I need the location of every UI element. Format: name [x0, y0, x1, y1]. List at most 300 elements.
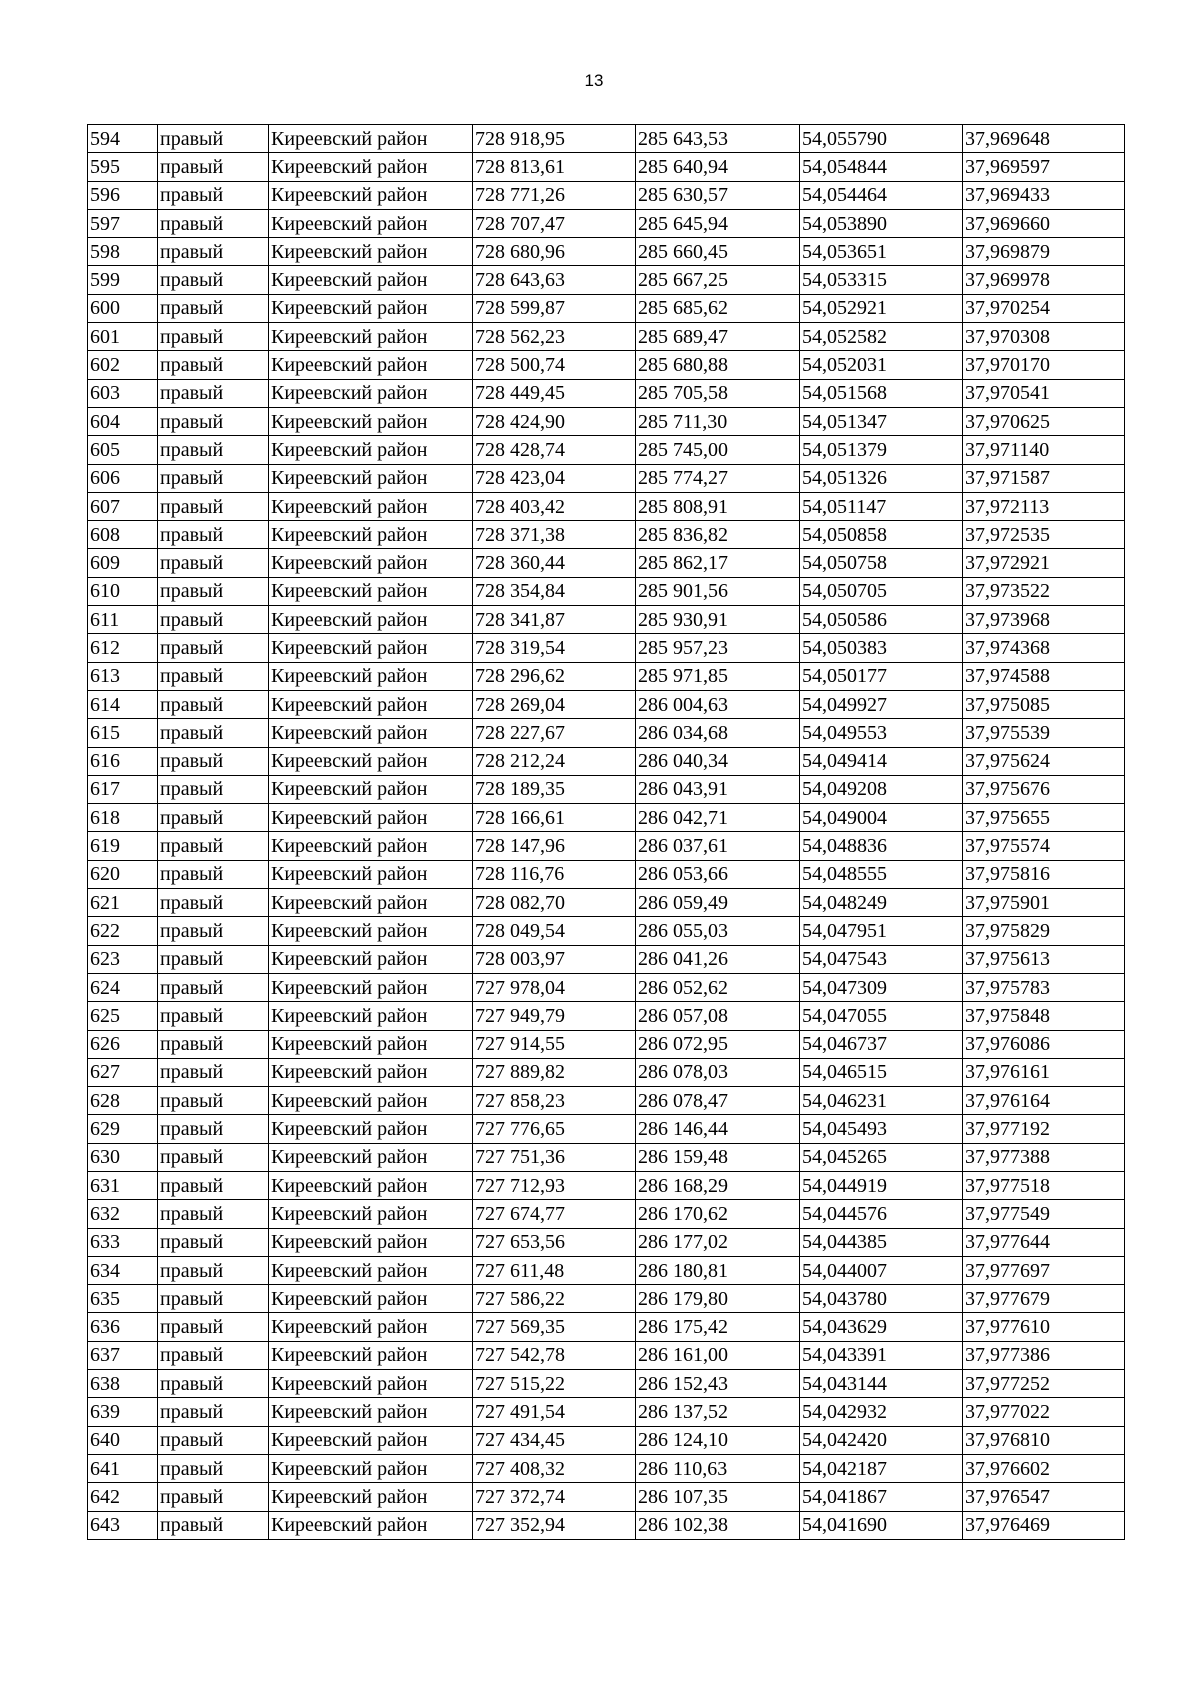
- table-row: [88, 747, 1125, 775]
- point-number-cell: 621: [88, 889, 158, 917]
- coord-x-cell: 727 653,56: [473, 1228, 636, 1256]
- latitude-cell: 54,047309: [800, 973, 963, 1001]
- coord-x-cell: 728 449,45: [473, 379, 636, 407]
- coord-y-cell: 286 004,63: [636, 690, 800, 718]
- coord-y-cell: 286 146,44: [636, 1115, 800, 1143]
- point-number-cell: 639: [88, 1398, 158, 1426]
- latitude-cell: 54,052031: [800, 351, 963, 379]
- coord-y-cell: 286 055,03: [636, 917, 800, 945]
- table-row: [88, 1426, 1125, 1454]
- point-number-cell: 634: [88, 1256, 158, 1284]
- point-number-cell: 599: [88, 266, 158, 294]
- coord-y-cell: 285 711,30: [636, 407, 800, 435]
- longitude-cell: 37,971587: [963, 464, 1125, 492]
- latitude-cell: 54,051147: [800, 492, 963, 520]
- latitude-cell: 54,045493: [800, 1115, 963, 1143]
- point-number-cell: 608: [88, 521, 158, 549]
- longitude-cell: 37,977679: [963, 1285, 1125, 1313]
- coord-y-cell: 286 175,42: [636, 1313, 800, 1341]
- district-cell: Киреевский район: [269, 1115, 473, 1143]
- latitude-cell: 54,044007: [800, 1256, 963, 1284]
- bank-side-cell: правый: [158, 209, 269, 237]
- bank-side-cell: правый: [158, 832, 269, 860]
- latitude-cell: 54,053651: [800, 238, 963, 266]
- longitude-cell: 37,975539: [963, 719, 1125, 747]
- bank-side-cell: правый: [158, 1313, 269, 1341]
- point-number-cell: 601: [88, 323, 158, 351]
- district-cell: Киреевский район: [269, 1511, 473, 1539]
- coord-x-cell: 727 611,48: [473, 1256, 636, 1284]
- table-row: [88, 1370, 1125, 1398]
- longitude-cell: 37,975655: [963, 804, 1125, 832]
- district-cell: Киреевский район: [269, 521, 473, 549]
- page-number: 13: [584, 71, 604, 90]
- district-cell: Киреевский район: [269, 804, 473, 832]
- table-row: [88, 323, 1125, 351]
- bank-side-cell: правый: [158, 153, 269, 181]
- district-cell: Киреевский район: [269, 1171, 473, 1199]
- table-row: [88, 407, 1125, 435]
- longitude-cell: 37,977386: [963, 1341, 1125, 1369]
- point-number-cell: 615: [88, 719, 158, 747]
- table-row: [88, 181, 1125, 209]
- coord-y-cell: 286 177,02: [636, 1228, 800, 1256]
- district-cell: Киреевский район: [269, 1143, 473, 1171]
- bank-side-cell: правый: [158, 1143, 269, 1171]
- longitude-cell: 37,975783: [963, 973, 1125, 1001]
- coord-x-cell: 727 408,32: [473, 1454, 636, 1482]
- coord-x-cell: 727 491,54: [473, 1398, 636, 1426]
- district-cell: Киреевский район: [269, 1313, 473, 1341]
- point-number-cell: 643: [88, 1511, 158, 1539]
- district-cell: Киреевский район: [269, 690, 473, 718]
- table-row: [88, 1454, 1125, 1482]
- coord-y-cell: 286 057,08: [636, 1002, 800, 1030]
- latitude-cell: 54,046231: [800, 1087, 963, 1115]
- coord-x-cell: 728 371,38: [473, 521, 636, 549]
- latitude-cell: 54,043629: [800, 1313, 963, 1341]
- district-cell: Киреевский район: [269, 436, 473, 464]
- district-cell: Киреевский район: [269, 889, 473, 917]
- point-number-cell: 623: [88, 945, 158, 973]
- longitude-cell: 37,970625: [963, 407, 1125, 435]
- longitude-cell: 37,972113: [963, 492, 1125, 520]
- bank-side-cell: правый: [158, 238, 269, 266]
- table-row: [88, 1256, 1125, 1284]
- table-row: [88, 521, 1125, 549]
- table-row: [88, 775, 1125, 803]
- table-row: [88, 238, 1125, 266]
- coord-y-cell: 286 078,47: [636, 1087, 800, 1115]
- point-number-cell: 638: [88, 1370, 158, 1398]
- coord-y-cell: 285 640,94: [636, 153, 800, 181]
- point-number-cell: 632: [88, 1200, 158, 1228]
- point-number-cell: 629: [88, 1115, 158, 1143]
- district-cell: Киреевский район: [269, 973, 473, 1001]
- longitude-cell: 37,976086: [963, 1030, 1125, 1058]
- coord-y-cell: 286 168,29: [636, 1171, 800, 1199]
- coord-x-cell: 728 227,67: [473, 719, 636, 747]
- table-row: [88, 889, 1125, 917]
- coord-x-cell: 728 003,97: [473, 945, 636, 973]
- table-row: [88, 634, 1125, 662]
- bank-side-cell: правый: [158, 294, 269, 322]
- point-number-cell: 636: [88, 1313, 158, 1341]
- bank-side-cell: правый: [158, 634, 269, 662]
- district-cell: Киреевский район: [269, 238, 473, 266]
- coord-x-cell: 728 360,44: [473, 549, 636, 577]
- bank-side-cell: правый: [158, 1115, 269, 1143]
- coord-y-cell: 286 059,49: [636, 889, 800, 917]
- coord-y-cell: 285 901,56: [636, 577, 800, 605]
- longitude-cell: 37,977518: [963, 1171, 1125, 1199]
- latitude-cell: 54,055790: [800, 125, 963, 153]
- coord-y-cell: 286 042,71: [636, 804, 800, 832]
- longitude-cell: 37,975829: [963, 917, 1125, 945]
- district-cell: Киреевский район: [269, 549, 473, 577]
- coord-y-cell: 286 072,95: [636, 1030, 800, 1058]
- point-number-cell: 625: [88, 1002, 158, 1030]
- coord-y-cell: 285 705,58: [636, 379, 800, 407]
- coord-y-cell: 286 043,91: [636, 775, 800, 803]
- longitude-cell: 37,971140: [963, 436, 1125, 464]
- table-row: [88, 973, 1125, 1001]
- point-number-cell: 626: [88, 1030, 158, 1058]
- latitude-cell: 54,050705: [800, 577, 963, 605]
- table-row: [88, 1058, 1125, 1086]
- district-cell: Киреевский район: [269, 832, 473, 860]
- table-row: [88, 917, 1125, 945]
- bank-side-cell: правый: [158, 1285, 269, 1313]
- longitude-cell: 37,975816: [963, 860, 1125, 888]
- table-row: [88, 464, 1125, 492]
- table-row: [88, 209, 1125, 237]
- latitude-cell: 54,051568: [800, 379, 963, 407]
- district-cell: Киреевский район: [269, 153, 473, 181]
- longitude-cell: 37,969660: [963, 209, 1125, 237]
- longitude-cell: 37,977697: [963, 1256, 1125, 1284]
- latitude-cell: 54,051347: [800, 407, 963, 435]
- bank-side-cell: правый: [158, 775, 269, 803]
- point-number-cell: 606: [88, 464, 158, 492]
- district-cell: Киреевский район: [269, 1087, 473, 1115]
- coord-x-cell: 728 403,42: [473, 492, 636, 520]
- coord-x-cell: 728 918,95: [473, 125, 636, 153]
- coord-y-cell: 285 836,82: [636, 521, 800, 549]
- point-number-cell: 619: [88, 832, 158, 860]
- bank-side-cell: правый: [158, 1341, 269, 1369]
- bank-side-cell: правый: [158, 1256, 269, 1284]
- point-number-cell: 611: [88, 606, 158, 634]
- latitude-cell: 54,041867: [800, 1483, 963, 1511]
- latitude-cell: 54,054844: [800, 153, 963, 181]
- longitude-cell: 37,970254: [963, 294, 1125, 322]
- district-cell: Киреевский район: [269, 351, 473, 379]
- table-row: [88, 294, 1125, 322]
- longitude-cell: 37,972535: [963, 521, 1125, 549]
- point-number-cell: 595: [88, 153, 158, 181]
- district-cell: Киреевский район: [269, 294, 473, 322]
- coord-x-cell: 727 434,45: [473, 1426, 636, 1454]
- district-cell: Киреевский район: [269, 407, 473, 435]
- coord-y-cell: 286 179,80: [636, 1285, 800, 1313]
- point-number-cell: 602: [88, 351, 158, 379]
- longitude-cell: 37,977644: [963, 1228, 1125, 1256]
- bank-side-cell: правый: [158, 747, 269, 775]
- district-cell: Киреевский район: [269, 125, 473, 153]
- coord-y-cell: 286 034,68: [636, 719, 800, 747]
- coord-x-cell: 728 341,87: [473, 606, 636, 634]
- longitude-cell: 37,969648: [963, 125, 1125, 153]
- district-cell: Киреевский район: [269, 1483, 473, 1511]
- point-number-cell: 630: [88, 1143, 158, 1171]
- latitude-cell: 54,050586: [800, 606, 963, 634]
- point-number-cell: 640: [88, 1426, 158, 1454]
- table-row: [88, 1483, 1125, 1511]
- bank-side-cell: правый: [158, 662, 269, 690]
- bank-side-cell: правый: [158, 1058, 269, 1086]
- table-row: [88, 804, 1125, 832]
- latitude-cell: 54,049927: [800, 690, 963, 718]
- bank-side-cell: правый: [158, 889, 269, 917]
- longitude-cell: 37,974368: [963, 634, 1125, 662]
- district-cell: Киреевский район: [269, 775, 473, 803]
- table-row: [88, 832, 1125, 860]
- longitude-cell: 37,977549: [963, 1200, 1125, 1228]
- latitude-cell: 54,048555: [800, 860, 963, 888]
- table-row: [88, 1228, 1125, 1256]
- coord-x-cell: 727 858,23: [473, 1087, 636, 1115]
- bank-side-cell: правый: [158, 266, 269, 294]
- point-number-cell: 618: [88, 804, 158, 832]
- latitude-cell: 54,052921: [800, 294, 963, 322]
- coord-y-cell: 285 685,62: [636, 294, 800, 322]
- district-cell: Киреевский район: [269, 1228, 473, 1256]
- coord-x-cell: 728 424,90: [473, 407, 636, 435]
- table-row: [88, 1002, 1125, 1030]
- coord-y-cell: 286 152,43: [636, 1370, 800, 1398]
- coord-x-cell: 727 515,22: [473, 1370, 636, 1398]
- bank-side-cell: правый: [158, 379, 269, 407]
- table-row: [88, 492, 1125, 520]
- coord-y-cell: 286 170,62: [636, 1200, 800, 1228]
- table-row: [88, 153, 1125, 181]
- bank-side-cell: правый: [158, 1200, 269, 1228]
- point-number-cell: 624: [88, 973, 158, 1001]
- district-cell: Киреевский район: [269, 266, 473, 294]
- point-number-cell: 614: [88, 690, 158, 718]
- latitude-cell: 54,053315: [800, 266, 963, 294]
- bank-side-cell: правый: [158, 521, 269, 549]
- latitude-cell: 54,049414: [800, 747, 963, 775]
- latitude-cell: 54,053890: [800, 209, 963, 237]
- district-cell: Киреевский район: [269, 1058, 473, 1086]
- latitude-cell: 54,042932: [800, 1398, 963, 1426]
- district-cell: Киреевский район: [269, 606, 473, 634]
- bank-side-cell: правый: [158, 1002, 269, 1030]
- latitude-cell: 54,049004: [800, 804, 963, 832]
- longitude-cell: 37,973522: [963, 577, 1125, 605]
- coord-x-cell: 728 147,96: [473, 832, 636, 860]
- point-number-cell: 642: [88, 1483, 158, 1511]
- longitude-cell: 37,969597: [963, 153, 1125, 181]
- coord-y-cell: 286 102,38: [636, 1511, 800, 1539]
- table-row: [88, 125, 1125, 153]
- coord-x-cell: 728 166,61: [473, 804, 636, 832]
- coord-x-cell: 728 707,47: [473, 209, 636, 237]
- bank-side-cell: правый: [158, 1370, 269, 1398]
- longitude-cell: 37,976164: [963, 1087, 1125, 1115]
- longitude-cell: 37,975901: [963, 889, 1125, 917]
- latitude-cell: 54,050177: [800, 662, 963, 690]
- longitude-cell: 37,977610: [963, 1313, 1125, 1341]
- table-row: [88, 606, 1125, 634]
- table-row: [88, 1115, 1125, 1143]
- coord-y-cell: 285 862,17: [636, 549, 800, 577]
- bank-side-cell: правый: [158, 1171, 269, 1199]
- bank-side-cell: правый: [158, 549, 269, 577]
- table-row: [88, 1087, 1125, 1115]
- point-number-cell: 597: [88, 209, 158, 237]
- district-cell: Киреевский район: [269, 577, 473, 605]
- point-number-cell: 620: [88, 860, 158, 888]
- coord-x-cell: 728 082,70: [473, 889, 636, 917]
- latitude-cell: 54,042187: [800, 1454, 963, 1482]
- point-number-cell: 616: [88, 747, 158, 775]
- coord-x-cell: 727 776,65: [473, 1115, 636, 1143]
- table-row: [88, 1313, 1125, 1341]
- coord-x-cell: 728 680,96: [473, 238, 636, 266]
- bank-side-cell: правый: [158, 1398, 269, 1426]
- point-number-cell: 594: [88, 125, 158, 153]
- coord-y-cell: 286 159,48: [636, 1143, 800, 1171]
- bank-side-cell: правый: [158, 1511, 269, 1539]
- latitude-cell: 54,047055: [800, 1002, 963, 1030]
- coord-x-cell: 727 978,04: [473, 973, 636, 1001]
- table-row: [88, 1171, 1125, 1199]
- latitude-cell: 54,046515: [800, 1058, 963, 1086]
- coord-y-cell: 286 053,66: [636, 860, 800, 888]
- longitude-cell: 37,976547: [963, 1483, 1125, 1511]
- coord-x-cell: 727 949,79: [473, 1002, 636, 1030]
- point-number-cell: 603: [88, 379, 158, 407]
- coord-x-cell: 728 049,54: [473, 917, 636, 945]
- latitude-cell: 54,046737: [800, 1030, 963, 1058]
- bank-side-cell: правый: [158, 407, 269, 435]
- coord-x-cell: 727 569,35: [473, 1313, 636, 1341]
- district-cell: Киреевский район: [269, 1285, 473, 1313]
- longitude-cell: 37,976161: [963, 1058, 1125, 1086]
- latitude-cell: 54,051379: [800, 436, 963, 464]
- bank-side-cell: правый: [158, 606, 269, 634]
- coord-y-cell: 286 037,61: [636, 832, 800, 860]
- coord-y-cell: 285 971,85: [636, 662, 800, 690]
- bank-side-cell: правый: [158, 1087, 269, 1115]
- point-number-cell: 605: [88, 436, 158, 464]
- district-cell: Киреевский район: [269, 662, 473, 690]
- coord-x-cell: 728 423,04: [473, 464, 636, 492]
- latitude-cell: 54,044385: [800, 1228, 963, 1256]
- longitude-cell: 37,969978: [963, 266, 1125, 294]
- bank-side-cell: правый: [158, 351, 269, 379]
- bank-side-cell: правый: [158, 973, 269, 1001]
- bank-side-cell: правый: [158, 690, 269, 718]
- bank-side-cell: правый: [158, 1454, 269, 1482]
- district-cell: Киреевский район: [269, 1398, 473, 1426]
- point-number-cell: 631: [88, 1171, 158, 1199]
- district-cell: Киреевский район: [269, 719, 473, 747]
- longitude-cell: 37,975613: [963, 945, 1125, 973]
- coord-x-cell: 727 712,93: [473, 1171, 636, 1199]
- latitude-cell: 54,041690: [800, 1511, 963, 1539]
- coord-y-cell: 286 110,63: [636, 1454, 800, 1482]
- longitude-cell: 37,975848: [963, 1002, 1125, 1030]
- table-row: [88, 1341, 1125, 1369]
- district-cell: Киреевский район: [269, 209, 473, 237]
- point-number-cell: 609: [88, 549, 158, 577]
- longitude-cell: 37,970308: [963, 323, 1125, 351]
- coord-y-cell: 286 161,00: [636, 1341, 800, 1369]
- coord-x-cell: 728 116,76: [473, 860, 636, 888]
- table-row: [88, 266, 1125, 294]
- point-number-cell: 598: [88, 238, 158, 266]
- longitude-cell: 37,970170: [963, 351, 1125, 379]
- table-row: [88, 860, 1125, 888]
- table-row: [88, 945, 1125, 973]
- coord-x-cell: 728 189,35: [473, 775, 636, 803]
- longitude-cell: 37,976810: [963, 1426, 1125, 1454]
- coord-x-cell: 727 914,55: [473, 1030, 636, 1058]
- latitude-cell: 54,049553: [800, 719, 963, 747]
- table-row: [88, 549, 1125, 577]
- longitude-cell: 37,972921: [963, 549, 1125, 577]
- district-cell: Киреевский район: [269, 1200, 473, 1228]
- latitude-cell: 54,052582: [800, 323, 963, 351]
- district-cell: Киреевский район: [269, 860, 473, 888]
- coord-x-cell: 728 771,26: [473, 181, 636, 209]
- latitude-cell: 54,048249: [800, 889, 963, 917]
- district-cell: Киреевский район: [269, 464, 473, 492]
- longitude-cell: 37,977022: [963, 1398, 1125, 1426]
- bank-side-cell: правый: [158, 1483, 269, 1511]
- table-row: [88, 379, 1125, 407]
- coord-y-cell: 285 689,47: [636, 323, 800, 351]
- district-cell: Киреевский район: [269, 1002, 473, 1030]
- point-number-cell: 604: [88, 407, 158, 435]
- coord-y-cell: 285 957,23: [636, 634, 800, 662]
- district-cell: Киреевский район: [269, 747, 473, 775]
- point-number-cell: 622: [88, 917, 158, 945]
- coord-y-cell: 286 137,52: [636, 1398, 800, 1426]
- latitude-cell: 54,044576: [800, 1200, 963, 1228]
- district-cell: Киреевский район: [269, 945, 473, 973]
- latitude-cell: 54,054464: [800, 181, 963, 209]
- point-number-cell: 635: [88, 1285, 158, 1313]
- point-number-cell: 610: [88, 577, 158, 605]
- district-cell: Киреевский район: [269, 1454, 473, 1482]
- latitude-cell: 54,050383: [800, 634, 963, 662]
- bank-side-cell: правый: [158, 860, 269, 888]
- district-cell: Киреевский район: [269, 1256, 473, 1284]
- coord-x-cell: 728 643,63: [473, 266, 636, 294]
- latitude-cell: 54,042420: [800, 1426, 963, 1454]
- bank-side-cell: правый: [158, 323, 269, 351]
- bank-side-cell: правый: [158, 1426, 269, 1454]
- bank-side-cell: правый: [158, 436, 269, 464]
- coord-x-cell: 728 813,61: [473, 153, 636, 181]
- latitude-cell: 54,050858: [800, 521, 963, 549]
- table-row: [88, 662, 1125, 690]
